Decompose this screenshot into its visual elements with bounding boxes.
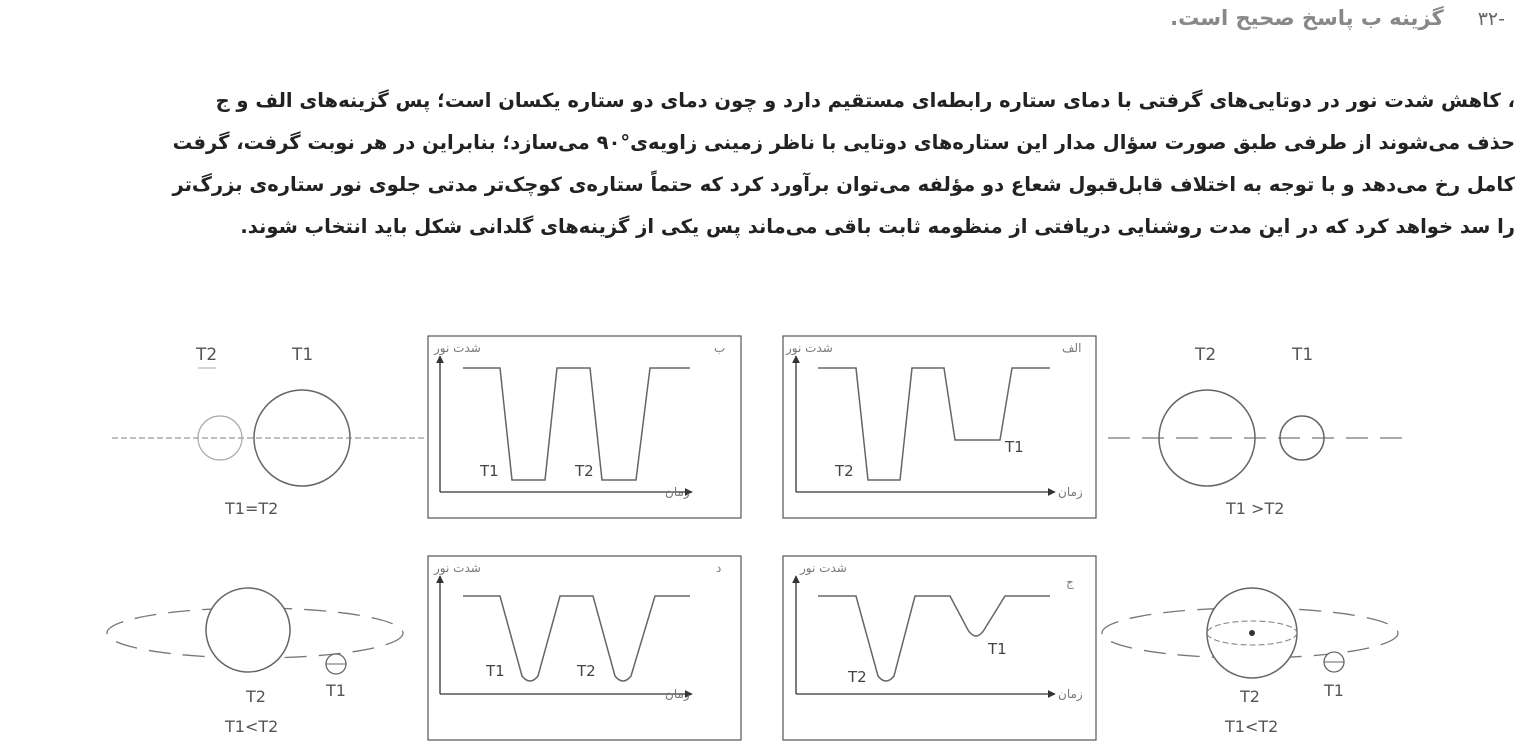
panel-letter: ب [714,341,726,355]
y-axis-label: شدت نور [434,561,481,575]
panel-frame [783,556,1096,740]
question-header [1170,6,1505,30]
dip-label-left: T2 [835,462,854,480]
star-label-b: T1 [292,345,314,365]
dip-label-left: T1 [486,662,505,680]
explanation-line-1: ، کاهش شدت نور در دوتایی‌های گرفتی با دمای ستاره رابطه‌ای مستقیم دارد و چون دمای دو ستاره یکسان است؛ پس گزینه‌های الف و ج [215,89,1515,112]
y-axis-label: شدت نور [800,561,847,575]
y-axis-label: شدت نور [434,341,481,355]
answer-statement: گزینه ب پاسخ صحیح است. [1170,6,1444,30]
star-label-a: T2 [1195,345,1217,365]
panel-alef [783,336,1096,518]
panel-frame [783,336,1096,518]
panel-dal [428,556,741,740]
panel-frame [428,336,741,518]
dip-label-right: T1 [1005,438,1024,456]
star-center-dot [1249,630,1255,636]
star-large-circle [1159,390,1255,486]
explanation-line-2: حذف می‌شوند از طرفی طبق صورت سؤال مدار این ستاره‌های دوتایی با ناظر زمینی زاویه‌ی°۹۰ می‌سازد؛ بنابراین در هر نوبت گرفت، گرفت [172,131,1515,154]
star-label-b: T1 [1324,681,1344,700]
panel-be [428,336,741,518]
star-label-a: T2 [1240,687,1260,706]
star-large-circle [206,588,290,672]
dip-label-right: T1 [988,640,1007,658]
diagram-top-left [112,345,425,518]
star-label-b: T1 [1292,345,1314,365]
diagram-bottom-right [1102,588,1398,736]
x-axis-label: زمان [665,687,690,701]
dip-label-right: T2 [575,462,594,480]
explanation-line-3: کامل رخ می‌دهد و با توجه به اختلاف قابل‌قبول شعاع دو مؤلفه می‌توان برآورد کرد که حتماً ستاره‌ی کوچک‌تر مدتی جلوی نور ستاره‌ی بزرگ‌تر [172,173,1515,196]
dip-label-right: T2 [577,662,596,680]
panel-letter: ج [1066,575,1074,589]
temperature-relation: T1<T2 [1225,717,1279,736]
x-axis-label: زمان [1058,485,1083,499]
explanation-paragraph [10,80,1515,248]
panel-letter: الف [1062,341,1082,355]
diagram-top-right [1108,345,1408,518]
star-label-b: T1 [326,681,346,700]
dip-label-left: T2 [848,668,867,686]
panel-frame [428,556,741,740]
y-axis-label: شدت نور [786,341,833,355]
temperature-relation: T1 >T2 [1226,499,1285,518]
diagram-bottom-left [107,588,403,736]
question-number: -۳۲ [1477,8,1505,30]
eclipsing-binary-figure [0,328,1525,748]
temperature-relation: T1=T2 [225,499,279,518]
star-label-a: T2 [196,345,218,365]
panel-jim [783,556,1096,740]
explanation-line-4: را سد خواهد کرد که در این مدت روشنایی دریافتی از منظومه ثابت باقی می‌ماند پس یکی از گزینه‌های گلدانی شکل باید انتخاب شوند. [240,215,1515,238]
star-label-a: T2 [246,687,266,706]
panel-letter: د [716,561,722,575]
temperature-relation: T1<T2 [225,717,279,736]
x-axis-label: زمان [1058,687,1083,701]
dip-label-left: T1 [480,462,499,480]
x-axis-label: زمان [665,485,690,499]
